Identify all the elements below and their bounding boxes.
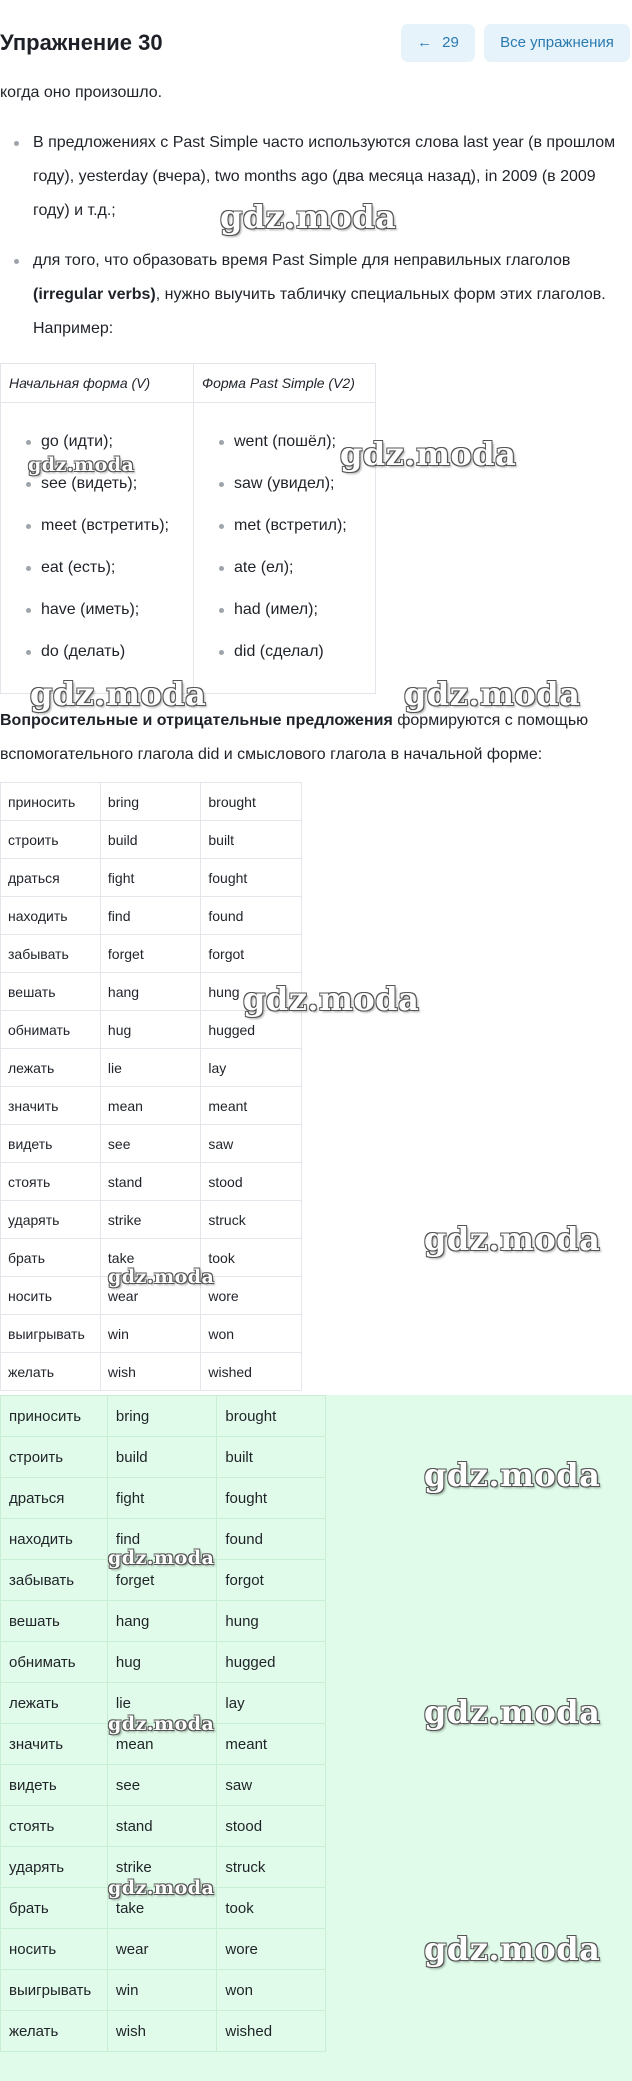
base-form-cell: hang: [100, 973, 200, 1011]
past-form-cell: stood: [217, 1806, 326, 1847]
past-form-cell: forgot: [201, 935, 302, 973]
previous-exercise-number: 29: [442, 34, 459, 51]
table-row: [1, 1437, 326, 1478]
watermark-logo: gdz.moda: [28, 454, 135, 476]
russian-verb-cell: видеть: [1, 1125, 101, 1163]
past-form-cell: fought: [217, 1478, 326, 1519]
past-form-cell: wore: [201, 1277, 302, 1315]
base-form-cell: stand: [107, 1806, 216, 1847]
base-form-cell: wish: [107, 2011, 216, 2052]
past-form-cell: brought: [217, 1396, 326, 1437]
past-form-cell: saw: [201, 1125, 302, 1163]
table-row: [1, 821, 302, 859]
past-form-item: met (встретил);: [194, 511, 375, 553]
base-form-cell: take: [100, 1239, 200, 1277]
past-form-cell: hung: [217, 1601, 326, 1642]
past-form-cell: built: [201, 821, 302, 859]
questions-text: формируются с помощью вспомогательного глагола did и смыслового глагола в начальной форме:: [0, 712, 589, 763]
russian-verb-cell: обнимать: [1, 1642, 108, 1683]
base-form-cell: lie: [107, 1683, 216, 1724]
russian-verb-cell: ударять: [1, 1201, 101, 1239]
table-row: [1, 1765, 326, 1806]
table-row: [1, 1601, 326, 1642]
table-row: [1, 1087, 302, 1125]
base-form-cell: take: [107, 1888, 216, 1929]
past-form-item: saw (увидел);: [194, 469, 375, 511]
russian-verb-cell: брать: [1, 1888, 108, 1929]
base-form-item: meet (встретить);: [1, 511, 193, 553]
base-form-item: have (иметь);: [1, 595, 193, 637]
russian-verb-cell: строить: [1, 1437, 108, 1478]
column-header-past-form: Форма Past Simple (V2): [194, 364, 376, 403]
table-row: [1, 1049, 302, 1087]
base-form-cell: hang: [107, 1601, 216, 1642]
russian-verb-cell: видеть: [1, 1765, 108, 1806]
questions-bold-term: Вопросительные и отрицательные предложения: [0, 712, 393, 729]
table-row: [1, 2011, 326, 2052]
base-forms-cell: [1, 403, 194, 694]
base-form-cell: mean: [100, 1087, 200, 1125]
base-form-cell: fight: [107, 1478, 216, 1519]
watermark-logo: gdz.moda: [108, 1713, 215, 1735]
russian-verb-cell: приносить: [1, 783, 101, 821]
past-form-cell: stood: [201, 1163, 302, 1201]
past-form-cell: took: [217, 1888, 326, 1929]
past-form-item: went (пошёл);: [194, 427, 375, 469]
base-form-cell: strike: [100, 1201, 200, 1239]
russian-verb-cell: ударять: [1, 1847, 108, 1888]
base-form-cell: lie: [100, 1049, 200, 1087]
russian-verb-cell: забывать: [1, 1560, 108, 1601]
verb-forms-table: [0, 363, 376, 694]
irregular-verbs-table: [0, 782, 302, 1391]
base-form-cell: find: [107, 1519, 216, 1560]
table-row: [1, 783, 302, 821]
russian-verb-cell: значить: [1, 1724, 108, 1765]
past-form-cell: took: [201, 1239, 302, 1277]
russian-verb-cell: вешать: [1, 1601, 108, 1642]
table-row: [1, 1201, 302, 1239]
watermark-logo: gdz.moda: [30, 675, 207, 713]
past-form-cell: wished: [217, 2011, 326, 2052]
russian-verb-cell: желать: [1, 2011, 108, 2052]
past-form-cell: won: [201, 1315, 302, 1353]
exercise-header: [0, 24, 632, 64]
russian-verb-cell: брать: [1, 1239, 101, 1277]
past-form-cell: struck: [201, 1201, 302, 1239]
table-row: [1, 1125, 302, 1163]
russian-verb-cell: драться: [1, 1478, 108, 1519]
base-form-item: do (делать): [1, 637, 193, 679]
base-form-cell: stand: [100, 1163, 200, 1201]
base-form-cell: win: [100, 1315, 200, 1353]
table-row: [1, 935, 302, 973]
past-form-cell: saw: [217, 1765, 326, 1806]
watermark-logo: gdz.moda: [108, 1547, 215, 1569]
past-form-cell: brought: [201, 783, 302, 821]
base-form-cell: bring: [100, 783, 200, 821]
base-form-cell: forget: [100, 935, 200, 973]
past-form-cell: built: [217, 1437, 326, 1478]
watermark-logo: gdz.moda: [424, 1930, 601, 1968]
watermark-logo: gdz.moda: [108, 1266, 215, 1288]
past-form-cell: hung: [201, 973, 302, 1011]
table-row: [1, 1478, 326, 1519]
base-form-cell: see: [107, 1765, 216, 1806]
base-form-item: eat (есть);: [1, 553, 193, 595]
watermark-logo: gdz.moda: [424, 1693, 601, 1731]
base-form-cell: hug: [107, 1642, 216, 1683]
past-form-cell: forgot: [217, 1560, 326, 1601]
table-row: [1, 1806, 326, 1847]
russian-verb-cell: носить: [1, 1277, 101, 1315]
russian-verb-cell: желать: [1, 1353, 101, 1391]
intro-text: когда оно произошло.: [0, 84, 163, 101]
past-form-cell: wore: [217, 1929, 326, 1970]
base-form-item: go (идти);: [1, 427, 193, 469]
rule-item: [0, 244, 620, 346]
table-row: [1, 1315, 302, 1353]
table-row: [1, 1163, 302, 1201]
watermark-logo: gdz.moda: [220, 198, 397, 236]
watermark-logo: gdz.moda: [424, 1456, 601, 1494]
all-exercises-button[interactable]: Все упражнения: [484, 24, 630, 62]
watermark-logo: gdz.moda: [340, 435, 517, 473]
table-row: [1, 859, 302, 897]
russian-verb-cell: драться: [1, 859, 101, 897]
table-row: [1, 897, 302, 935]
russian-verb-cell: строить: [1, 821, 101, 859]
past-form-cell: found: [217, 1519, 326, 1560]
rule-bold-term: (irregular verbs): [33, 286, 156, 303]
russian-verb-cell: вешать: [1, 973, 101, 1011]
base-form-cell: build: [107, 1437, 216, 1478]
base-form-cell: win: [107, 1970, 216, 2011]
past-form-cell: fought: [201, 859, 302, 897]
rules-list: [0, 126, 620, 362]
russian-verb-cell: стоять: [1, 1163, 101, 1201]
base-form-cell: see: [100, 1125, 200, 1163]
russian-verb-cell: значить: [1, 1087, 101, 1125]
watermark-logo: gdz.moda: [424, 1220, 601, 1258]
watermark-logo: gdz.moda: [108, 1877, 215, 1899]
past-form-cell: meant: [201, 1087, 302, 1125]
base-form-cell: wear: [107, 1929, 216, 1970]
base-form-cell: bring: [107, 1396, 216, 1437]
base-form-item: see (видеть);: [1, 469, 193, 511]
questions-paragraph: [0, 704, 630, 772]
base-form-cell: hug: [100, 1011, 200, 1049]
past-form-cell: found: [201, 897, 302, 935]
rule-text: для того, что образовать время Past Simple для неправильных глаголов: [33, 252, 571, 269]
russian-verb-cell: забывать: [1, 935, 101, 973]
table-row: [1, 1353, 302, 1391]
past-form-cell: struck: [217, 1847, 326, 1888]
watermark-logo: gdz.moda: [404, 675, 581, 713]
russian-verb-cell: приносить: [1, 1396, 108, 1437]
past-form-cell: meant: [217, 1724, 326, 1765]
column-header-base-form: Начальная форма (V): [1, 364, 194, 403]
russian-verb-cell: носить: [1, 1929, 108, 1970]
past-form-cell: lay: [201, 1049, 302, 1087]
base-form-cell: fight: [100, 859, 200, 897]
base-form-cell: mean: [107, 1724, 216, 1765]
russian-verb-cell: находить: [1, 1519, 108, 1560]
russian-verb-cell: лежать: [1, 1683, 108, 1724]
past-form-cell: won: [217, 1970, 326, 2011]
russian-verb-cell: лежать: [1, 1049, 101, 1087]
past-form-cell: lay: [217, 1683, 326, 1724]
past-form-cell: hugged: [201, 1011, 302, 1049]
russian-verb-cell: выигрывать: [1, 1970, 108, 2011]
previous-exercise-button[interactable]: [401, 24, 475, 62]
rule-text: В предложениях с Past Simple часто используются слова last year (в прошлом году), yesterday (вчера), two months ago (два месяца назад), in 2009 (в 2009 году) и т.д.;: [33, 134, 616, 219]
russian-verb-cell: стоять: [1, 1806, 108, 1847]
base-form-cell: wear: [100, 1277, 200, 1315]
russian-verb-cell: выигрывать: [1, 1315, 101, 1353]
base-form-cell: wish: [100, 1353, 200, 1391]
table-row: [1, 1929, 326, 1970]
table-row: [1, 1970, 326, 2011]
russian-verb-cell: обнимать: [1, 1011, 101, 1049]
russian-verb-cell: находить: [1, 897, 101, 935]
base-form-cell: forget: [107, 1560, 216, 1601]
page-title: Упражнение 30: [0, 30, 163, 55]
base-form-cell: strike: [107, 1847, 216, 1888]
past-form-cell: wished: [201, 1353, 302, 1391]
watermark-logo: gdz.moda: [243, 980, 420, 1018]
past-form-item: ate (ел);: [194, 553, 375, 595]
table-row: [1, 1642, 326, 1683]
base-form-cell: find: [100, 897, 200, 935]
past-form-item: did (сделал): [194, 637, 375, 679]
base-form-cell: build: [100, 821, 200, 859]
past-form-cell: hugged: [217, 1642, 326, 1683]
table-row: [1, 1396, 326, 1437]
rule-text-tail: , нужно выучить табличку специальных форм этих глаголов. Например:: [33, 286, 606, 337]
arrow-left-icon: ←: [417, 34, 433, 51]
past-form-item: had (имел);: [194, 595, 375, 637]
